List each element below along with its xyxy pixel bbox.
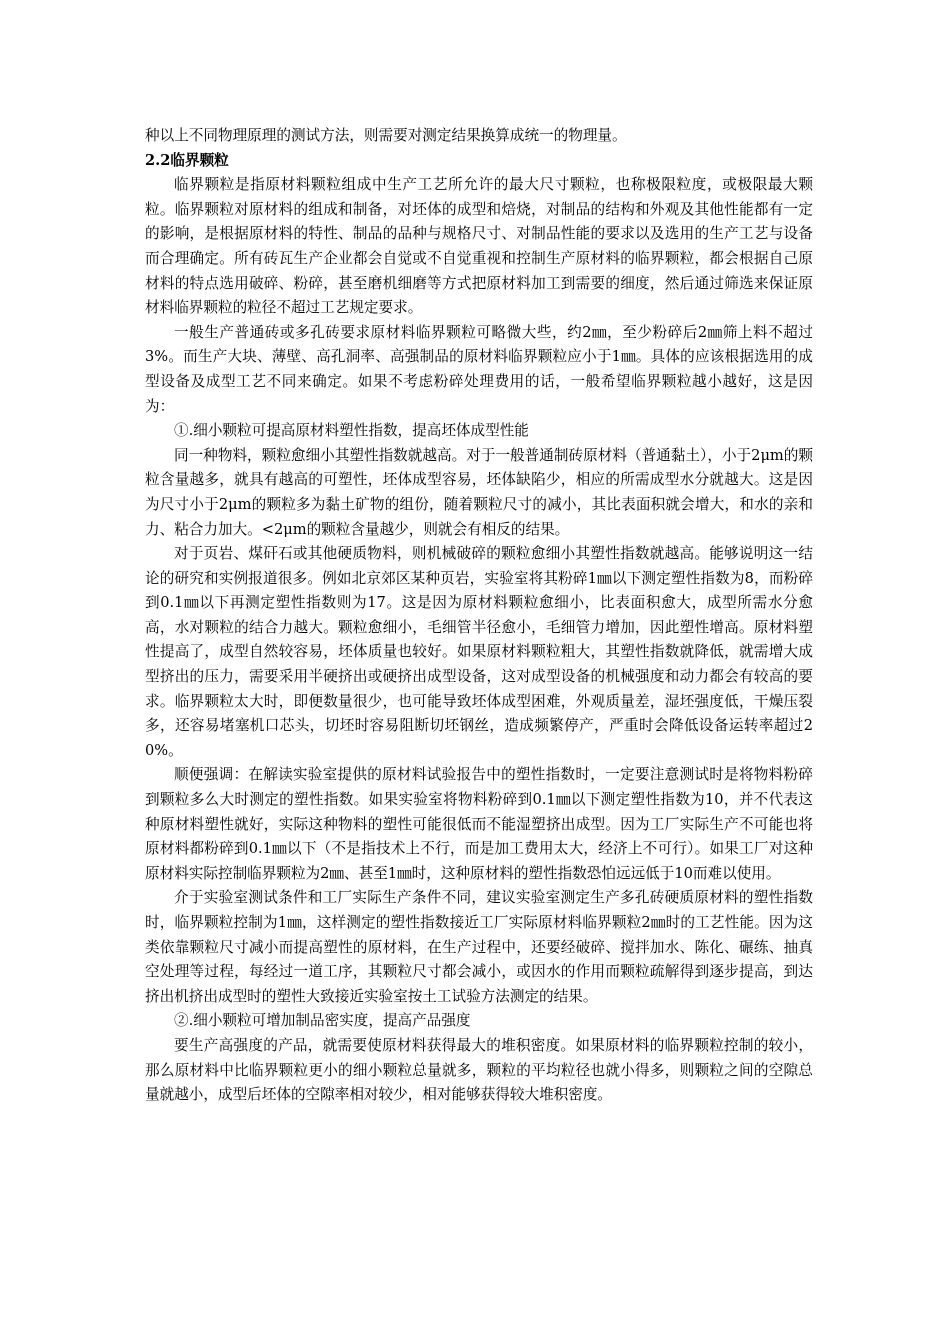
- section-heading: 2.2临界颗粒: [145, 151, 229, 169]
- paragraph-shale-plasticity: 对于页岩、煤矸石或其他硬质物料，则机械破碎的颗粒愈细小其塑性指数就越高。能够说明这一结论的研究和实例报道很多。例如北京郊区某种页岩，实验室将其粉碎1㎜以下测定塑性指数为8，而粉碎到0.1㎜以下再测定塑性指数则为17。这是因为原材料颗粒愈细小，比表面积愈大，成型所需水分愈高，水对颗粒的结合力越大。颗粒愈细小，毛细管半径愈小，毛细管力增加，因此塑性增高。原材料塑性提高了，成型自然较容易，坯体质量也较好。如果原材料颗粒粗大，其塑性指数就降低，就需增大成型挤出的压力，需要采用半硬挤出或硬挤出成型设备，这对成型设备的机械强度和动力都会有较高的要求。临界颗粒太大时，即便数量很少，也可能导致坯体成型困难，外观质量差，湿坯强度低，干燥压裂多，还容易堵塞机口芯头，切坯时容易阻断切坯钢丝，造成频繁停产，严重时会降低设备运转率超过20%。: [145, 545, 813, 759]
- paragraph-lab-report-note: 顺便强调：在解读实验室提供的原材料试验报告中的塑性指数时，一定要注意测试时是将物料粉碎到颗粒多么大时测定的塑性指数。如果实验室将物料粉碎到0.1㎜以下测定塑性指数为10，并不代表这种原材料塑性就好，实际这种物料的塑性可能很低而不能湿塑挤出成型。因为工厂实际生产不可能也将原材料都粉碎到0.1㎜以下（不是指技术上不行，而是加工费用太大，经济上不可行）。如果工厂对这种原材料实际控制临界颗粒为2㎜、甚至1㎜时，这种原材料的塑性指数恐怕远远低于10而难以使用。: [145, 766, 813, 882]
- document-body: [145, 124, 813, 1108]
- point-2-heading: ②.细小颗粒可增加制品密实度，提高产品强度: [174, 1012, 471, 1030]
- paragraph-definition: 临界颗粒是指原材料颗粒组成中生产工艺所允许的最大尺寸颗粒，也称极限粒度，或极限最大颗粒。临界颗粒对原材料的组成和制备，对坯体的成型和焙烧，对制品的结构和外观及其他性能都有一定的影响，是根据原材料的特性、制品的品种与规格尺寸、对制品性能的要求以及选用的生产工艺与设备而合理确定。所有砖瓦生产企业都会自觉或不自觉重视和控制生产原材料的临界颗粒，都会根据自己原材料的特点选用破碎、粉碎，甚至磨机细磨等方式把原材料加工到需要的细度，然后通过筛选来保证原材料临界颗粒的粒径不超过工艺规定要求。: [145, 176, 813, 317]
- paragraph-density: 要生产高强度的产品，就需要使原材料获得最大的堆积密度。如果原材料的临界颗粒控制的较小，那么原材料中比临界颗粒更小的细小颗粒总量就多，颗粒的平均粒径也就小得多，则颗粒之间的空隙总量就越小，成型后坯体的空隙率相对较少，相对能够获得较大堆积密度。: [145, 1036, 813, 1104]
- intro-line: 种以上不同物理原理的测试方法，则需要对测定结果换算成统一的物理量。: [145, 127, 627, 144]
- paragraph-lab-recommendation: 介于实验室测试条件和工厂实际生产条件不同，建议实验室测定生产多孔砖硬质原材料的塑性指数时，临界颗粒控制为1㎜，这样测定的塑性指数接近工厂实际原材料临界颗粒2㎜时的工艺性能。因为这类依靠颗粒尺寸减小而提高塑性的原材料，在生产过程中，还要经破碎、搅拌加水、陈化、碾练、抽真空处理等过程，每经过一道工序，其颗粒尺寸都会减小，或因水的作用而颗粒疏解得到逐步提高，到达挤出机挤出成型时的塑性大致接近实验室按土工试验方法测定的结果。: [145, 889, 813, 1005]
- paragraph-size-requirements: 一般生产普通砖或多孔砖要求原材料临界颗粒可略微大些，约2㎜，至少粉碎后2㎜筛上料不超过3%。而生产大块、薄壁、高孔洞率、高强制品的原材料临界颗粒应小于1㎜。具体的应该根据选用的成型设备及成型工艺不同来确定。如果不考虑粉碎处理费用的话，一般希望临界颗粒越小越好，这是因为：: [145, 323, 813, 415]
- point-1-heading: ①.细小颗粒可提高原材料塑性指数，提高坯体成型性能: [174, 422, 529, 440]
- paragraph-clay-plasticity: 同一种物料，颗粒愈细小其塑性指数就越高。对于一般普通制砖原材料（普通黏土），小于2μm的颗粒含量越多，就具有越高的可塑性，坯体成型容易，坯体缺陷少，相应的所需成型水分就越大。这是因为尺寸小于2μm的颗粒多为黏土矿物的组份，随着颗粒尺寸的减小，其比表面积就会增大，和水的亲和力、粘合力加大。<2μm的颗粒含量越少，则就会有相反的结果。: [145, 446, 813, 538]
